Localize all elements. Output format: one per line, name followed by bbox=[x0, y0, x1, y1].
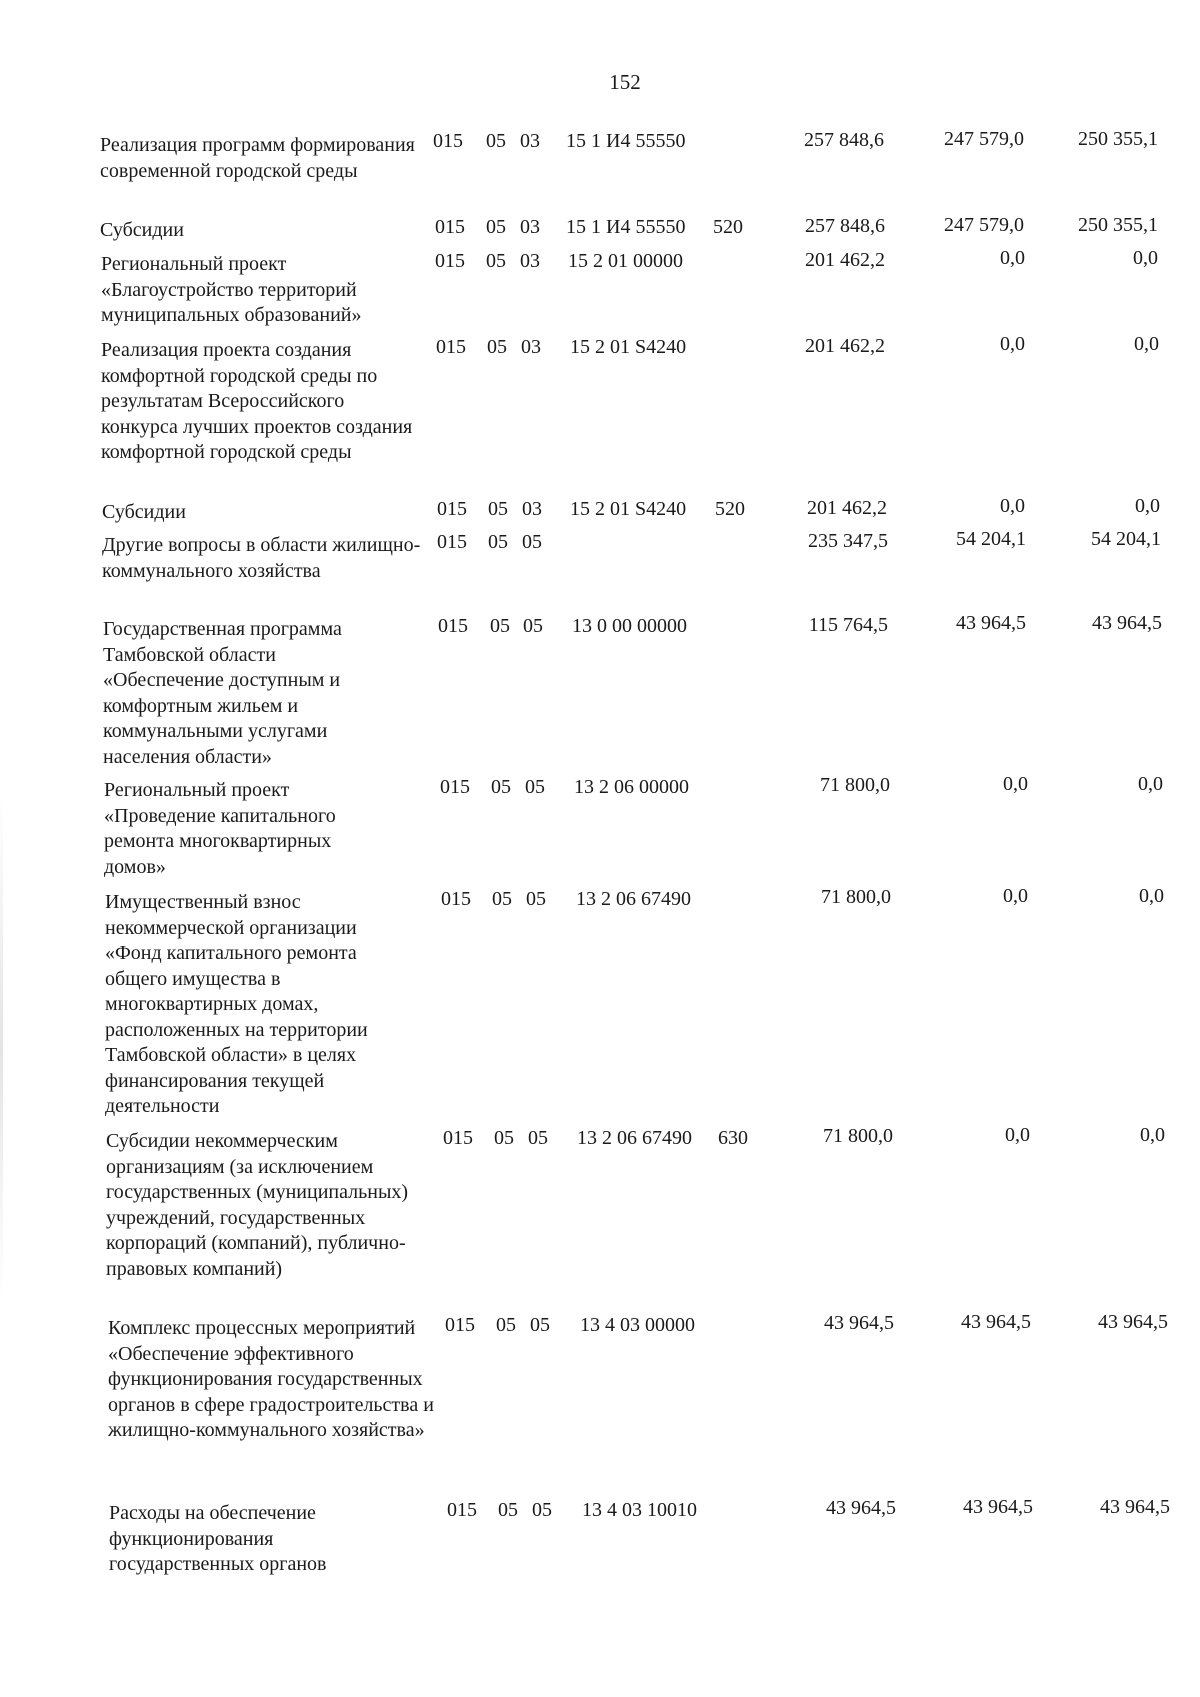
row-amount-year-3: 43 964,5 bbox=[1100, 1496, 1170, 1518]
row-amount-year-1: 43 964,5 bbox=[824, 1312, 894, 1334]
row-grbs-code: 015 bbox=[435, 216, 465, 238]
row-target-article-code: 13 2 06 67490 bbox=[576, 888, 691, 910]
page-number: 152 bbox=[609, 70, 641, 94]
row-subsection-code: 05 bbox=[525, 776, 545, 798]
row-grbs-code: 015 bbox=[440, 776, 470, 798]
row-name: Имущественный взнос некоммерческой организации «Фонд капитального ремонта общего имущества в многоквартирных домах, расположенных на территории Тамбовской области» в целях финансирования текущей деятельности bbox=[105, 891, 368, 1117]
row-amount-year-1: 43 964,5 bbox=[826, 1497, 896, 1519]
row-amount-year-2: 43 964,5 bbox=[961, 1311, 1031, 1333]
row-amount-year-2: 43 964,5 bbox=[956, 612, 1026, 634]
row-subsection-code: 03 bbox=[522, 498, 542, 520]
row-name: Другие вопросы в области жилищно-коммунального хозяйства bbox=[102, 534, 421, 582]
row-grbs-code: 015 bbox=[437, 498, 467, 520]
row-name: Реализация проекта создания комфортной городской среды по результатам Всероссийского конкурса лучших проектов создания комфортной городской среды bbox=[101, 339, 413, 463]
row-subsection-code: 05 bbox=[528, 1127, 548, 1149]
row-amount-year-2: 247 579,0 bbox=[944, 214, 1024, 236]
row-amount-year-2: 0,0 bbox=[1005, 1124, 1030, 1146]
row-amount-year-2: 43 964,5 bbox=[963, 1496, 1033, 1518]
row-amount-year-3: 0,0 bbox=[1139, 885, 1164, 907]
row-name: Реализация программ формирования современной городской среды bbox=[100, 134, 415, 182]
row-section-code: 05 bbox=[486, 216, 506, 238]
row-target-article-code: 15 2 01 S4240 bbox=[570, 498, 687, 520]
row-grbs-code: 015 bbox=[436, 336, 466, 358]
row-amount-year-2: 247 579,0 bbox=[944, 128, 1024, 150]
row-expense-type-code: 520 bbox=[713, 216, 743, 238]
row-expense-type-code: 520 bbox=[715, 498, 745, 520]
row-amount-year-1: 257 848,6 bbox=[805, 215, 885, 237]
row-section-code: 05 bbox=[496, 1314, 516, 1336]
row-target-article-code: 15 1 И4 55550 bbox=[566, 130, 686, 152]
row-target-article-code: 13 4 03 00000 bbox=[580, 1314, 695, 1336]
row-amount-year-3: 0,0 bbox=[1134, 333, 1159, 355]
row-target-article-code: 15 1 И4 55550 bbox=[566, 216, 686, 238]
row-subsection-code: 03 bbox=[520, 250, 540, 272]
row-name: Комплекс процессных мероприятий «Обеспечение эффективного функционирования государственных органов в сфере градостроительства и жилищно-коммунального хозяйства» bbox=[108, 1317, 434, 1441]
row-amount-year-1: 71 800,0 bbox=[823, 1125, 893, 1147]
row-name: Расходы на обеспечение функционирования государственных органов bbox=[109, 1502, 327, 1575]
row-grbs-code: 015 bbox=[447, 1499, 477, 1521]
row-amount-year-3: 0,0 bbox=[1133, 247, 1158, 269]
row-amount-year-3: 250 355,1 bbox=[1078, 128, 1158, 150]
row-subsection-code: 05 bbox=[522, 531, 542, 553]
row-grbs-code: 015 bbox=[445, 1314, 475, 1336]
row-amount-year-2: 0,0 bbox=[1003, 773, 1028, 795]
row-amount-year-1: 115 764,5 bbox=[808, 614, 888, 636]
row-subsection-code: 05 bbox=[523, 615, 543, 637]
row-target-article-code: 13 0 00 00000 bbox=[572, 615, 687, 637]
row-name: Субсидии bbox=[102, 501, 186, 523]
row-section-code: 05 bbox=[488, 531, 508, 553]
row-name: Региональный проект «Благоустройство территорий муниципальных образований» bbox=[101, 253, 362, 326]
row-section-code: 05 bbox=[486, 250, 506, 272]
row-amount-year-3: 43 964,5 bbox=[1098, 1311, 1168, 1333]
row-grbs-code: 015 bbox=[443, 1127, 473, 1149]
row-section-code: 05 bbox=[488, 498, 508, 520]
row-grbs-code: 015 bbox=[437, 531, 467, 553]
row-amount-year-3: 0,0 bbox=[1140, 1124, 1165, 1146]
row-grbs-code: 015 bbox=[438, 615, 468, 637]
row-target-article-code: 13 4 03 10010 bbox=[582, 1499, 697, 1521]
row-subsection-code: 03 bbox=[520, 130, 540, 152]
row-subsection-code: 03 bbox=[521, 336, 541, 358]
row-target-article-code: 15 2 01 00000 bbox=[568, 250, 683, 272]
row-amount-year-3: 54 204,1 bbox=[1091, 528, 1161, 550]
row-amount-year-3: 0,0 bbox=[1138, 773, 1163, 795]
row-name: Субсидии некоммерческим организациям (за исключением государственных (муниципальных) учреждений, государственных корпораций (компаний), публично-правовых компаний) bbox=[106, 1130, 409, 1280]
row-amount-year-2: 0,0 bbox=[1000, 247, 1025, 269]
row-amount-year-1: 71 800,0 bbox=[820, 774, 890, 796]
row-target-article-code: 15 2 01 S4240 bbox=[570, 336, 687, 358]
row-amount-year-2: 0,0 bbox=[1000, 495, 1025, 517]
row-subsection-code: 05 bbox=[526, 888, 546, 910]
row-section-code: 05 bbox=[492, 888, 512, 910]
row-grbs-code: 015 bbox=[441, 888, 471, 910]
row-name: Субсидии bbox=[100, 219, 184, 241]
row-amount-year-3: 0,0 bbox=[1135, 495, 1160, 517]
row-section-code: 05 bbox=[494, 1127, 514, 1149]
row-target-article-code: 13 2 06 00000 bbox=[574, 776, 689, 798]
row-amount-year-1: 257 848,6 bbox=[804, 129, 884, 151]
row-amount-year-1: 235 347,5 bbox=[808, 530, 888, 552]
row-expense-type-code: 630 bbox=[718, 1127, 748, 1149]
row-amount-year-2: 0,0 bbox=[1000, 333, 1025, 355]
row-amount-year-1: 201 462,2 bbox=[805, 249, 885, 271]
row-section-code: 05 bbox=[490, 615, 510, 637]
row-section-code: 05 bbox=[486, 130, 506, 152]
row-amount-year-2: 0,0 bbox=[1003, 885, 1028, 907]
row-subsection-code: 03 bbox=[520, 216, 540, 238]
row-amount-year-1: 201 462,2 bbox=[807, 497, 887, 519]
row-grbs-code: 015 bbox=[433, 130, 463, 152]
row-section-code: 05 bbox=[487, 336, 507, 358]
row-amount-year-3: 250 355,1 bbox=[1078, 214, 1158, 236]
row-target-article-code: 13 2 06 67490 bbox=[577, 1127, 692, 1149]
row-amount-year-1: 71 800,0 bbox=[821, 886, 891, 908]
row-section-code: 05 bbox=[491, 776, 511, 798]
row-section-code: 05 bbox=[498, 1499, 518, 1521]
row-name: Региональный проект «Проведение капитального ремонта многоквартирных домов» bbox=[104, 779, 336, 878]
row-subsection-code: 05 bbox=[532, 1499, 552, 1521]
row-amount-year-1: 201 462,2 bbox=[805, 335, 885, 357]
row-amount-year-3: 43 964,5 bbox=[1092, 612, 1162, 634]
row-amount-year-2: 54 204,1 bbox=[956, 528, 1026, 550]
row-grbs-code: 015 bbox=[435, 250, 465, 272]
row-name: Государственная программа Тамбовской области «Обеспечение доступным и комфортным жильем и коммунальными услугами населения области» bbox=[103, 618, 342, 768]
row-subsection-code: 05 bbox=[530, 1314, 550, 1336]
